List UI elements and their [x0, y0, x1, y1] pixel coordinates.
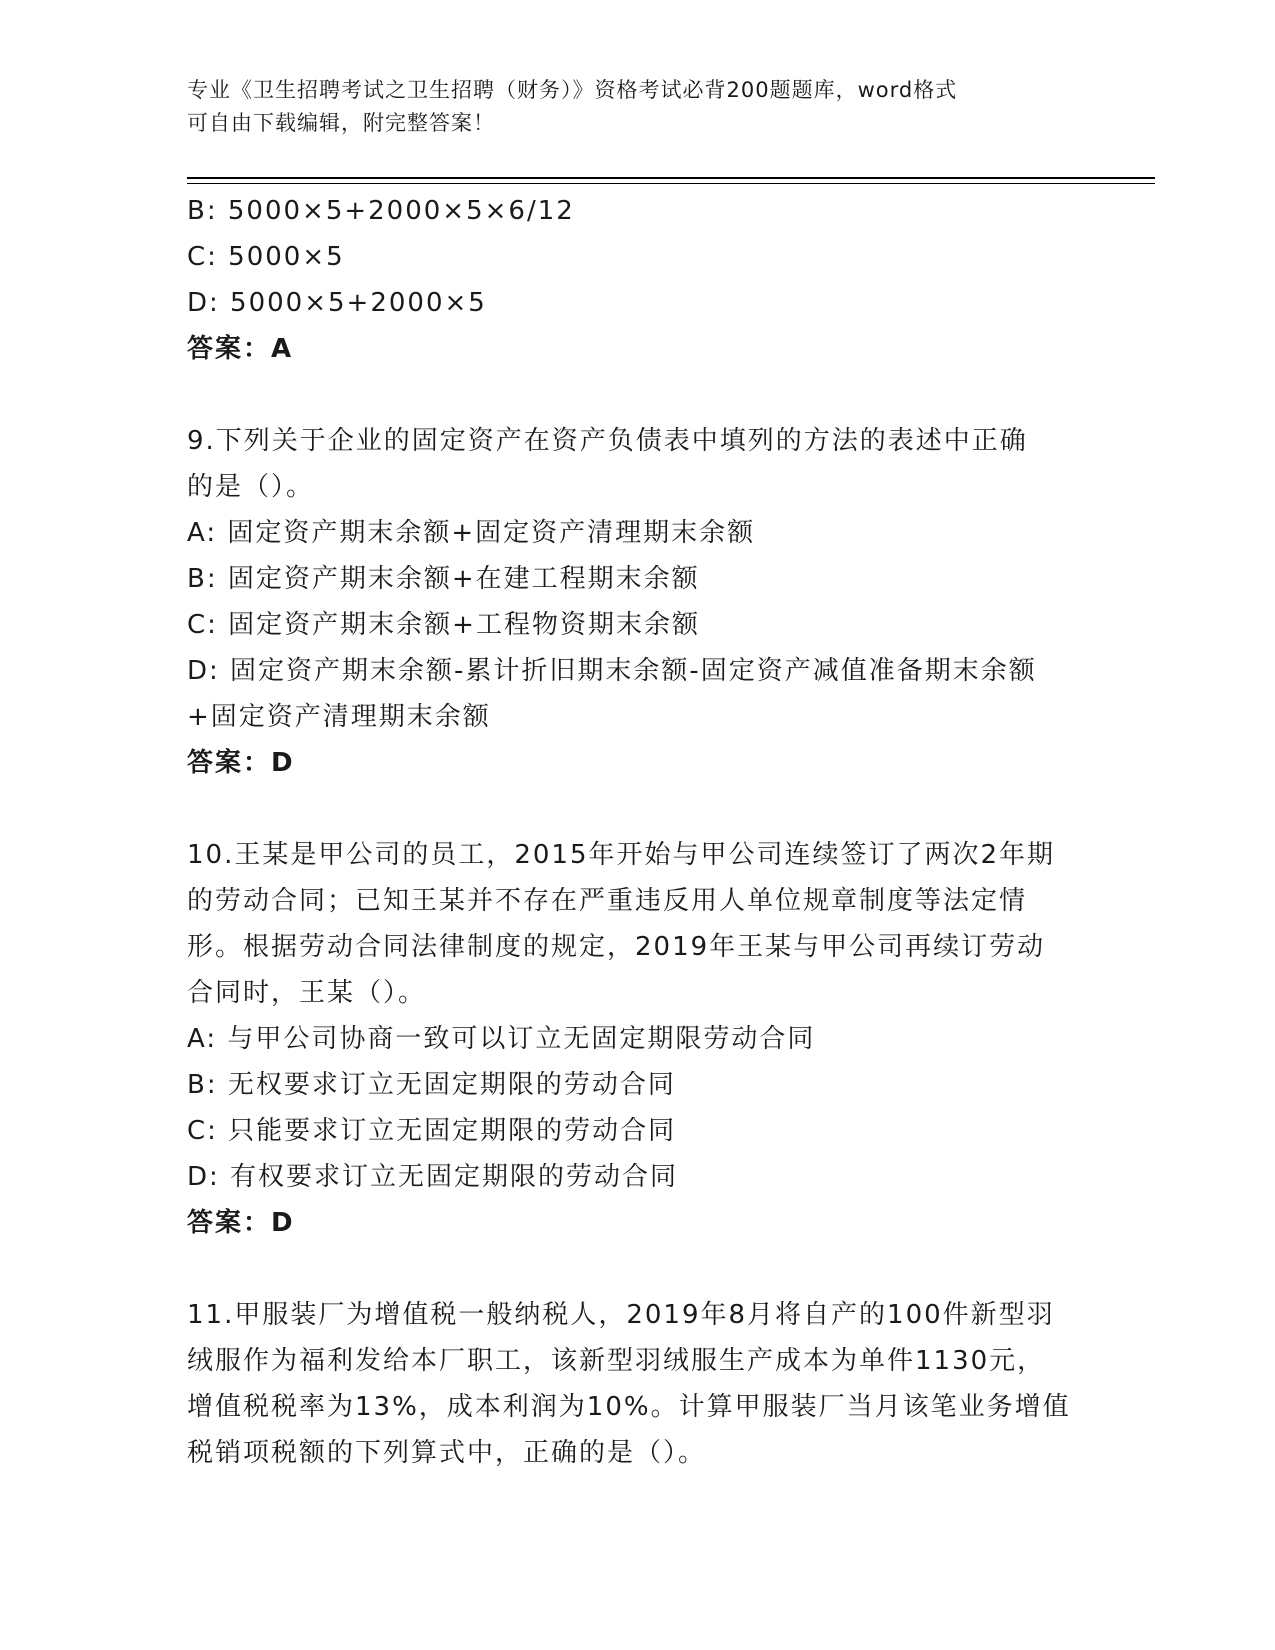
document-header	[187, 74, 1087, 140]
q8-option-d: D: 5000×5+2000×5	[187, 288, 487, 318]
spacer	[187, 1246, 1087, 1292]
q9-stem-line-1: 9.下列关于企业的固定资产在资产负债表中填列的方法的表述中正确	[187, 426, 1028, 456]
q8-option-c: C: 5000×5	[187, 242, 345, 272]
q8-option-b: B: 5000×5+2000×5×6/12	[187, 196, 575, 226]
header-rule-thick	[187, 177, 1155, 179]
header-line-1: 专业《卫生招聘考试之卫生招聘（财务）》资格考试必背200题题库，word格式	[187, 78, 958, 102]
q9-option-c: C: 固定资产期末余额+工程物资期末余额	[187, 610, 700, 640]
q11-stem-line-3: 增值税税率为13%，成本利润为10%。计算甲服装厂当月该笔业务增值	[187, 1392, 1071, 1422]
q11-stem-line-1: 11.甲服装厂为增值税一般纳税人，2019年8月将自产的100件新型羽	[187, 1300, 1055, 1330]
q9-option-d-line-1: D: 固定资产期末余额-累计折旧期末余额-固定资产减值准备期末余额	[187, 656, 1037, 686]
q10-stem-line-1: 10.王某是甲公司的员工，2015年开始与甲公司连续签订了两次2年期	[187, 840, 1056, 870]
q11-stem-line-4: 税销项税额的下列算式中，正确的是（）。	[187, 1438, 707, 1468]
q8-answer: 答案：A	[187, 334, 294, 364]
q10-stem-line-3: 形。根据劳动合同法律制度的规定，2019年王某与甲公司再续订劳动	[187, 932, 1046, 962]
document-body	[187, 188, 1087, 1476]
q9-option-b: B: 固定资产期末余额+在建工程期末余额	[187, 564, 700, 594]
q10-option-a: A: 与甲公司协商一致可以订立无固定期限劳动合同	[187, 1024, 816, 1054]
q9-stem-line-2: 的是（）。	[187, 472, 315, 502]
q10-option-b: B: 无权要求订立无固定期限的劳动合同	[187, 1070, 676, 1100]
spacer	[187, 786, 1087, 832]
q10-stem-line-4: 合同时，王某（）。	[187, 978, 427, 1008]
header-rule-thin	[187, 183, 1155, 184]
q11-stem-line-2: 绒服作为福利发给本厂职工，该新型羽绒服生产成本为单件1130元，	[187, 1346, 1046, 1376]
q10-answer: 答案：D	[187, 1208, 295, 1238]
q9-answer: 答案：D	[187, 748, 295, 778]
q10-option-c: C: 只能要求订立无固定期限的劳动合同	[187, 1116, 677, 1146]
spacer	[187, 372, 1087, 418]
q10-option-d: D: 有权要求订立无固定期限的劳动合同	[187, 1162, 679, 1192]
header-line-2: 可自由下载编辑，附完整答案！	[187, 111, 495, 135]
q10-stem-line-2: 的劳动合同；已知王某并不存在严重违反用人单位规章制度等法定情	[187, 886, 1028, 916]
q9-option-a: A: 固定资产期末余额+固定资产清理期末余额	[187, 518, 756, 548]
q9-option-d-line-2: +固定资产清理期末余额	[187, 702, 491, 732]
